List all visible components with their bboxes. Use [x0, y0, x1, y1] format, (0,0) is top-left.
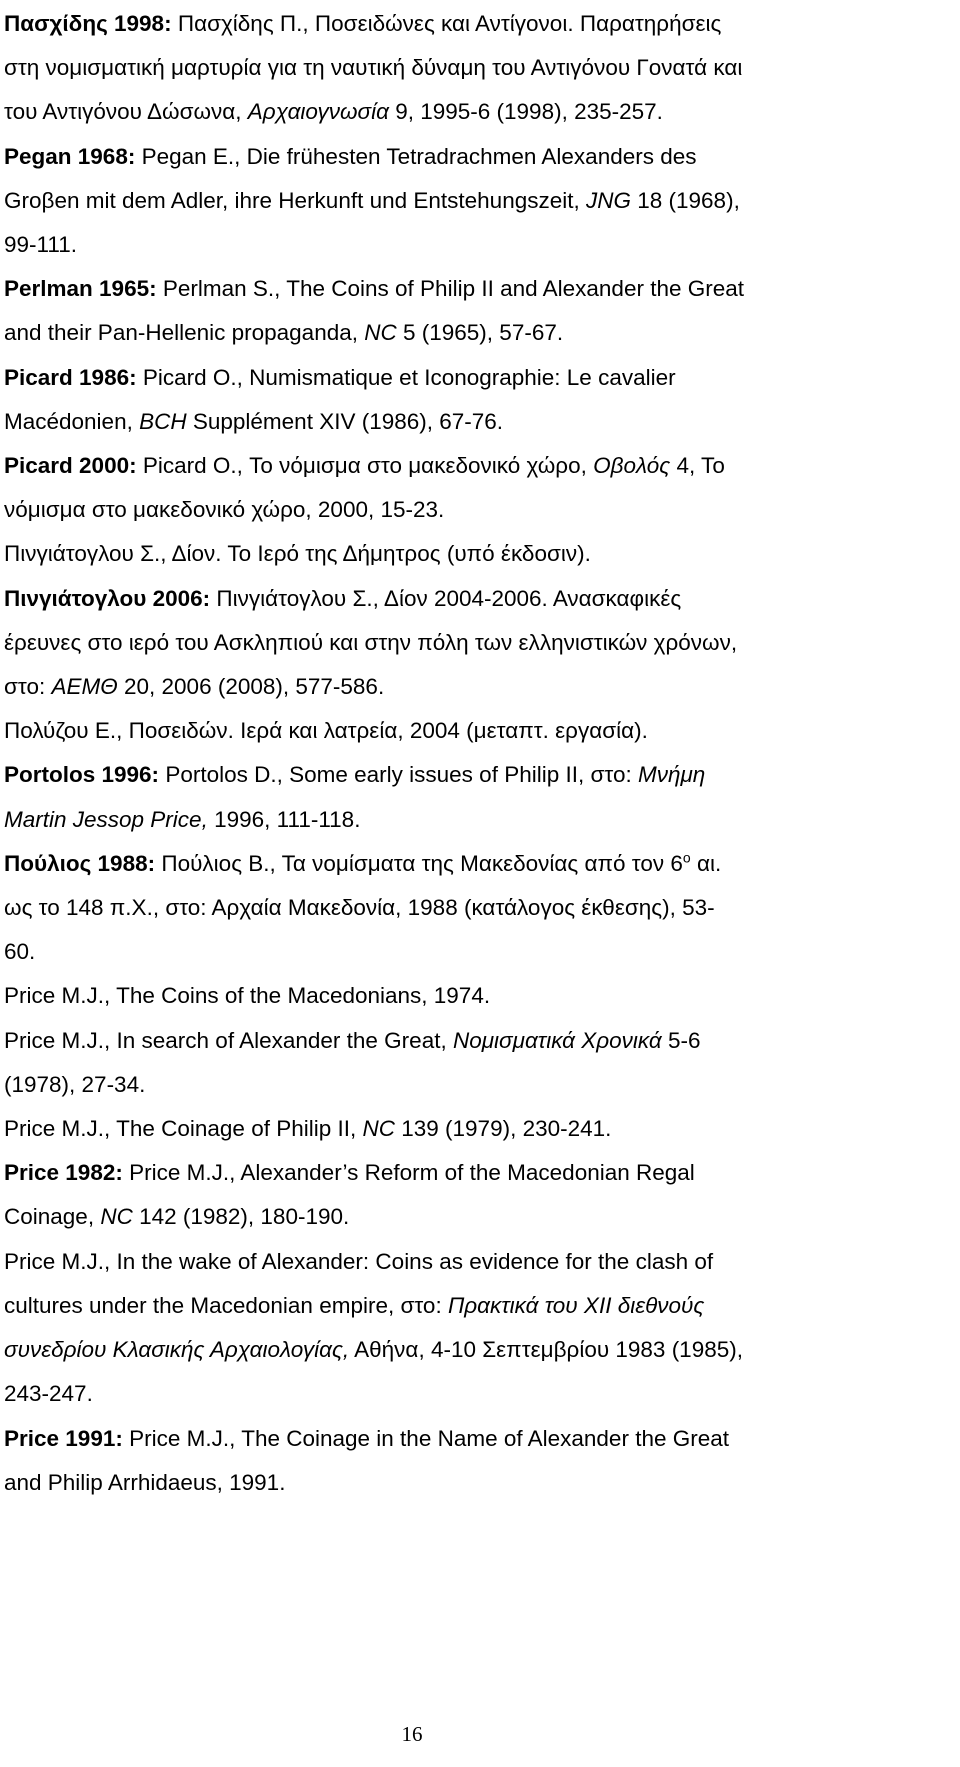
publication-title: NC [364, 320, 397, 346]
bibliography-entry [4, 709, 954, 753]
entry-line [4, 930, 954, 974]
bibliography-list [4, 0, 954, 1505]
publication-title: ΑΕΜΘ [51, 674, 118, 700]
bibliography-entry [4, 1019, 954, 1107]
entry-text: Πινγιάτογλου Σ., Δίον 2004-2006. Ανασκαφικές [210, 585, 682, 611]
entry-text: and Philip Arrhidaeus, 1991. [4, 1469, 286, 1495]
citation-key: Portolos 1996: [4, 762, 160, 788]
bibliography-entry [4, 2, 954, 135]
entry-text: Πινγιάτογλου Σ., Δίον. Το Ιερό της Δήμητρος (υπό έκδοσιν). [4, 541, 591, 567]
entry-line [4, 1151, 954, 1195]
entry-line [4, 1019, 954, 1063]
citation-key: Picard 2000: [4, 453, 137, 479]
entry-text: στη νομισματική μαρτυρία για τη ναυτική δύναμη του Αντιγόνου Γονατά και [4, 55, 743, 81]
entry-line [4, 1063, 954, 1107]
entry-line [4, 135, 954, 179]
publication-title: Νομισματικά Χρονικά [452, 1027, 662, 1053]
bibliography-entry [4, 356, 954, 444]
bibliography-entry [4, 1417, 954, 1505]
entry-text: ως το 148 π.Χ., στο: Αρχαία Μακεδονία, 1988 (κατάλογος έκθεσης), 53- [4, 895, 715, 921]
entry-text: Πολύζου Ε., Ποσειδών. Ιερά και λατρεία, 2004 (μεταπτ. εργασία). [4, 718, 648, 744]
bibliography-entry [4, 842, 954, 975]
publication-title: Πρακτικά του XII διεθνούς [447, 1292, 705, 1318]
entry-line [4, 753, 954, 797]
bibliography-entry [4, 1107, 954, 1151]
entry-line [4, 621, 954, 665]
entry-text: Price M.J., In search of Alexander the Great, [4, 1027, 453, 1053]
entry-line [4, 1240, 954, 1284]
entry-text: 142 (1982), 180-190. [132, 1204, 350, 1230]
entry-text: 60. [4, 939, 36, 965]
entry-text: Πούλιος Β., Τα νομίσματα της Μακεδονίας από τον 6 [155, 850, 683, 876]
entry-line [4, 46, 954, 90]
citation-key: Πινγιάτογλου 2006: [4, 585, 211, 611]
entry-text: Price M.J., Alexander’s Reform of the Macedonian Regal [122, 1160, 695, 1186]
entry-line [4, 400, 954, 444]
entry-text: Price M.J., In the wake of Alexander: Coins as evidence for the clash of [4, 1248, 714, 1274]
entry-line [4, 709, 954, 753]
publication-title: JNG [586, 187, 631, 213]
entry-line [4, 665, 954, 709]
entry-text: Price M.J., The Coinage of Philip II, [4, 1116, 363, 1142]
citation-key: Pegan 1968: [4, 143, 136, 169]
entry-text: and their Pan-Hellenic propaganda, [4, 320, 365, 346]
bibliography-entry [4, 1240, 954, 1417]
entry-text: Macédonien, [4, 408, 140, 434]
citation-key: Price 1982: [4, 1160, 123, 1186]
entry-text: Πασχίδης Π., Ποσειδώνες και Αντίγονοι. Παρατηρήσεις [171, 11, 722, 36]
entry-line [4, 223, 954, 267]
entry-text: 9, 1995-6 (1998), 235-257. [388, 99, 663, 125]
citation-key: Price 1991: [4, 1425, 123, 1451]
publication-title: Μνήμη [637, 762, 706, 788]
entry-line [4, 90, 954, 134]
entry-text: 18 (1968), [631, 187, 740, 213]
entry-text: 139 (1979), 230-241. [395, 1116, 612, 1142]
entry-line [4, 311, 954, 355]
page-number: 16 [401, 1722, 423, 1746]
bibliography-entry [4, 532, 954, 576]
document-page [4, 0, 954, 1767]
entry-line [4, 842, 954, 886]
bibliography-entry [4, 974, 954, 1018]
entry-text: 1996, 111-118. [207, 806, 361, 832]
entry-text: 243-247. [4, 1381, 93, 1407]
entry-text: Coinage, [4, 1204, 101, 1230]
entry-text: Price M.J., The Coinage in the Name of Alexander the Great [122, 1425, 729, 1451]
citation-key: Picard 1986: [4, 364, 137, 390]
citation-key: Πούλιος 1988: [4, 850, 156, 876]
publication-title: Οβολός [593, 453, 671, 479]
bibliography-entry [4, 444, 954, 532]
publication-title: NC [100, 1204, 133, 1230]
publication-title: Martin Jessop Price, [4, 806, 208, 832]
entry-line [4, 798, 954, 842]
bibliography-entry [4, 1151, 954, 1239]
entry-text: Supplément XIV (1986), 67-76. [186, 408, 504, 434]
entry-line [4, 1328, 954, 1372]
entry-line [4, 488, 954, 532]
entry-text: cultures under the Macedonian empire, στο: [4, 1292, 448, 1318]
entry-line [4, 1461, 954, 1505]
entry-line [4, 179, 954, 223]
publication-title: συνεδρίου Κλασικής Αρχαιολογίας, [4, 1337, 350, 1363]
entry-text: 20, 2006 (2008), 577-586. [117, 674, 385, 700]
entry-text: Αθήνα, 4-10 Σεπτεμβρίου 1983 (1985), [349, 1337, 743, 1363]
entry-text: Picard O., Το νόμισμα στο μακεδονικό χώρο, [136, 453, 594, 479]
entry-text: Price M.J., The Coins of the Macedonians, 1974. [4, 983, 491, 1009]
entry-line [4, 532, 954, 576]
bibliography-entry [4, 577, 954, 710]
entry-text: 99-111. [4, 232, 77, 258]
entry-line [4, 1195, 954, 1239]
entry-line [4, 1107, 954, 1151]
entry-text: Picard O., Numismatique et Iconographie: Le cavalier [136, 364, 676, 390]
entry-line [4, 267, 954, 311]
entry-line [4, 577, 954, 621]
entry-text: νόμισμα στο μακεδονικό χώρο, 2000, 15-23. [4, 497, 445, 523]
entry-line [4, 356, 954, 400]
bibliography-entry [4, 135, 954, 268]
entry-text: αι. [690, 850, 722, 876]
entry-text: έρευνες στο ιερό του Ασκληπιού και στην πόλη των ελληνιστικών χρόνων, [4, 629, 738, 655]
entry-line [4, 1372, 954, 1416]
entry-line [4, 974, 954, 1018]
entry-text: στο: [4, 674, 52, 700]
superscript-text: ο [682, 849, 691, 866]
citation-key: Perlman 1965: [4, 276, 157, 302]
entry-line [4, 444, 954, 488]
entry-text: 5 (1965), 57-67. [396, 320, 564, 346]
entry-text: Groβen mit dem Adler, ihre Herkunft und Entstehungszeit, [4, 187, 586, 213]
publication-title: NC [362, 1116, 395, 1142]
entry-text: (1978), 27-34. [4, 1071, 146, 1097]
entry-text: 4, Το [670, 453, 725, 479]
entry-text: 5-6 [661, 1027, 701, 1053]
entry-line [4, 886, 954, 930]
citation-key: Πασχίδης 1998: [4, 11, 172, 36]
bibliography-entry [4, 267, 954, 355]
publication-title: BCH [139, 408, 187, 434]
entry-line [4, 1284, 954, 1328]
entry-text: Perlman S., The Coins of Philip II and Alexander the Great [156, 276, 744, 302]
entry-text: του Αντιγόνου Δώσωνα, [4, 99, 248, 125]
entry-text: Pegan E., Die frühesten Tetradrachmen Alexanders des [135, 143, 697, 169]
entry-text: Portolos D., Some early issues of Philip II, στο: [159, 762, 638, 788]
bibliography-entry [4, 753, 954, 841]
entry-line [4, 1417, 954, 1461]
entry-line [4, 2, 954, 46]
publication-title: Αρχαιογνωσία [247, 99, 389, 125]
